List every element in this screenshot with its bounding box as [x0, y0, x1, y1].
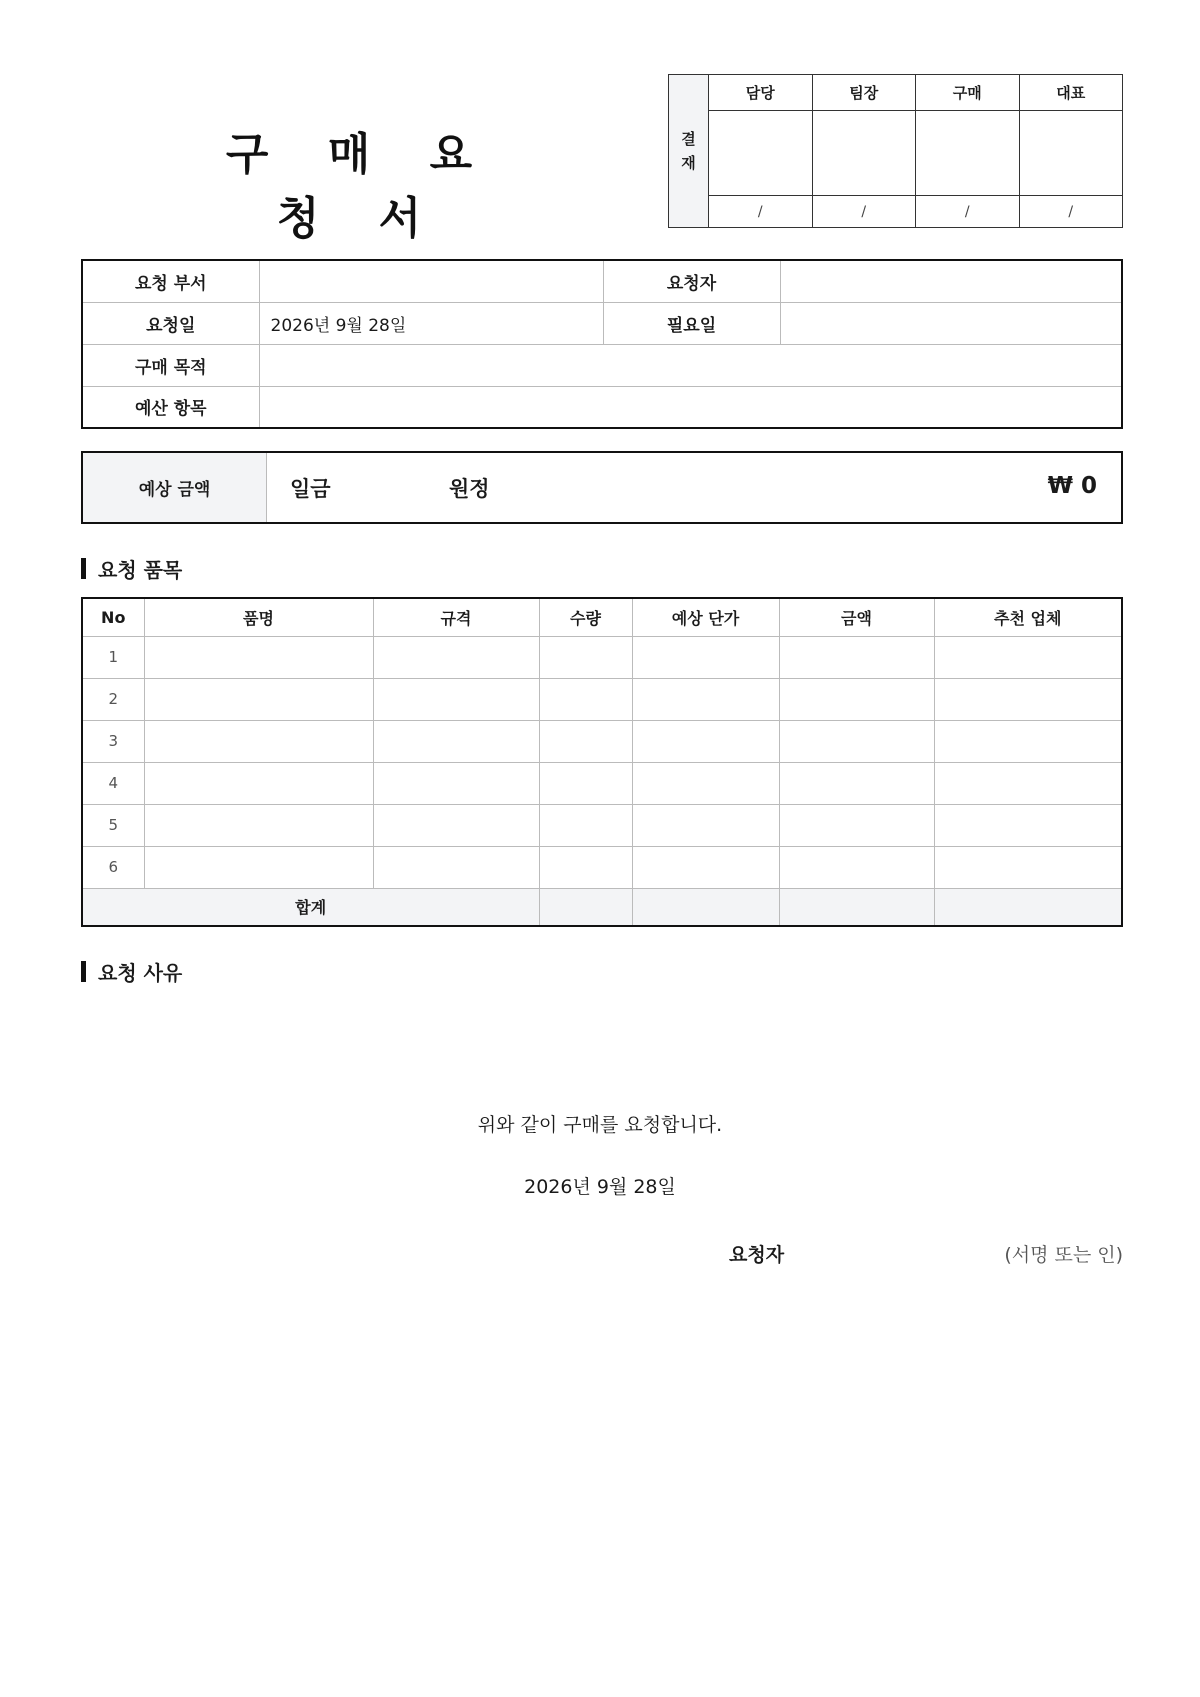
table-row: [82, 804, 1122, 846]
reason-section-title: 요청 사유: [98, 961, 183, 985]
col-header-amount: 금액: [779, 598, 934, 636]
budget-label: 예산 항목: [82, 386, 259, 428]
item-name-cell[interactable]: [144, 636, 373, 678]
item-vendor-cell[interactable]: [934, 636, 1122, 678]
row-number: 4: [82, 762, 144, 804]
item-qty-cell[interactable]: [539, 762, 632, 804]
approval-column-ceo: [1020, 75, 1123, 227]
amount-value: ₩ 0: [1047, 473, 1097, 499]
total-unit-price-cell[interactable]: [632, 888, 779, 926]
request-info-table: [81, 259, 1123, 429]
row-number: 5: [82, 804, 144, 846]
item-qty-cell[interactable]: [539, 804, 632, 846]
item-name-cell[interactable]: [144, 846, 373, 888]
approval-sign-cell[interactable]: [709, 111, 812, 196]
item-amount-cell[interactable]: [779, 804, 934, 846]
approval-column-team-lead: [813, 75, 917, 227]
approval-column-purchasing: [916, 75, 1020, 227]
dept-label: 요청 부서: [82, 260, 259, 302]
closing-statement: 위와 같이 구매를 요청합니다.: [477, 1114, 723, 1136]
budget-field[interactable]: [259, 386, 1122, 428]
approval-head: 팀장: [813, 75, 916, 111]
approval-date-cell[interactable]: /: [861, 203, 867, 220]
items-section-heading: [81, 554, 182, 583]
request-date-field[interactable]: 2026년 9월 28일: [259, 302, 603, 344]
item-unit-price-cell[interactable]: [632, 636, 779, 678]
amount-suffix: 원정: [449, 477, 490, 501]
requester-sign-label: 요청자: [729, 1244, 785, 1266]
need-date-label: 필요일: [603, 302, 780, 344]
purpose-field[interactable]: [259, 344, 1122, 386]
table-row: [82, 762, 1122, 804]
item-vendor-cell[interactable]: [934, 720, 1122, 762]
approval-side-char-2: 재: [681, 154, 696, 172]
item-spec-cell[interactable]: [373, 762, 539, 804]
estimated-amount-box: [81, 451, 1123, 524]
item-unit-price-cell[interactable]: [632, 804, 779, 846]
items-section-title: 요청 품목: [98, 558, 183, 582]
total-vendor-cell[interactable]: [934, 888, 1122, 926]
amount-field[interactable]: [267, 453, 1121, 522]
col-header-no: No: [82, 598, 144, 636]
approval-head: 대표: [1020, 75, 1123, 111]
document-title: 구 매 요 청 서: [225, 129, 495, 244]
item-name-cell[interactable]: [144, 762, 373, 804]
table-row: [82, 636, 1122, 678]
reason-section-heading: [81, 957, 182, 986]
approval-head: 담당: [709, 75, 812, 111]
table-row: [82, 846, 1122, 888]
item-name-cell[interactable]: [144, 804, 373, 846]
item-name-cell[interactable]: [144, 678, 373, 720]
item-amount-cell[interactable]: [779, 678, 934, 720]
total-row: [82, 888, 1122, 926]
approval-sign-cell[interactable]: [1020, 111, 1123, 196]
dept-field[interactable]: [259, 260, 603, 302]
item-unit-price-cell[interactable]: [632, 846, 779, 888]
total-label: 합계: [82, 888, 539, 926]
item-qty-cell[interactable]: [539, 678, 632, 720]
approval-column-staff: [709, 75, 813, 227]
item-qty-cell[interactable]: [539, 846, 632, 888]
table-row: [82, 678, 1122, 720]
item-unit-price-cell[interactable]: [632, 762, 779, 804]
approval-head: 구매: [916, 75, 1019, 111]
requester-field[interactable]: [780, 260, 1122, 302]
closing-date: 2026년 9월 28일: [524, 1176, 676, 1198]
approval-side-char-1: 결: [681, 130, 696, 148]
purpose-label: 구매 목적: [82, 344, 259, 386]
item-spec-cell[interactable]: [373, 720, 539, 762]
item-vendor-cell[interactable]: [934, 762, 1122, 804]
row-number: 2: [82, 678, 144, 720]
approval-sign-cell[interactable]: [916, 111, 1019, 196]
col-header-unit-price: 예상 단가: [632, 598, 779, 636]
item-name-cell[interactable]: [144, 720, 373, 762]
item-amount-cell[interactable]: [779, 636, 934, 678]
items-table: [81, 597, 1123, 927]
item-qty-cell[interactable]: [539, 720, 632, 762]
approval-date-cell[interactable]: /: [1068, 203, 1074, 220]
item-unit-price-cell[interactable]: [632, 720, 779, 762]
approval-side-label: [669, 75, 709, 227]
requester-label: 요청자: [603, 260, 780, 302]
item-qty-cell[interactable]: [539, 636, 632, 678]
col-header-name: 품명: [144, 598, 373, 636]
approval-box: [668, 74, 1123, 228]
item-spec-cell[interactable]: [373, 804, 539, 846]
signature-note: (서명 또는 인): [1004, 1244, 1123, 1266]
amount-label: 예상 금액: [83, 453, 267, 522]
section-marker: [81, 961, 86, 982]
item-vendor-cell[interactable]: [934, 678, 1122, 720]
col-header-vendor: 추천 업체: [934, 598, 1122, 636]
row-number: 3: [82, 720, 144, 762]
item-amount-cell[interactable]: [779, 846, 934, 888]
col-header-spec: 규격: [373, 598, 539, 636]
item-spec-cell[interactable]: [373, 846, 539, 888]
total-qty-cell[interactable]: [539, 888, 632, 926]
section-marker: [81, 558, 86, 579]
col-header-qty: 수량: [539, 598, 632, 636]
approval-date-cell[interactable]: /: [757, 203, 763, 220]
approval-sign-cell[interactable]: [813, 111, 916, 196]
item-amount-cell[interactable]: [779, 762, 934, 804]
need-date-field[interactable]: [780, 302, 1122, 344]
row-number: 6: [82, 846, 144, 888]
total-amount-cell[interactable]: [779, 888, 934, 926]
item-unit-price-cell[interactable]: [632, 678, 779, 720]
item-amount-cell[interactable]: [779, 720, 934, 762]
item-spec-cell[interactable]: [373, 678, 539, 720]
request-date-label: 요청일: [82, 302, 259, 344]
item-spec-cell[interactable]: [373, 636, 539, 678]
item-vendor-cell[interactable]: [934, 804, 1122, 846]
table-row: [82, 720, 1122, 762]
amount-prefix: 일금: [290, 477, 331, 501]
approval-date-cell[interactable]: /: [964, 203, 970, 220]
row-number: 1: [82, 636, 144, 678]
item-vendor-cell[interactable]: [934, 846, 1122, 888]
